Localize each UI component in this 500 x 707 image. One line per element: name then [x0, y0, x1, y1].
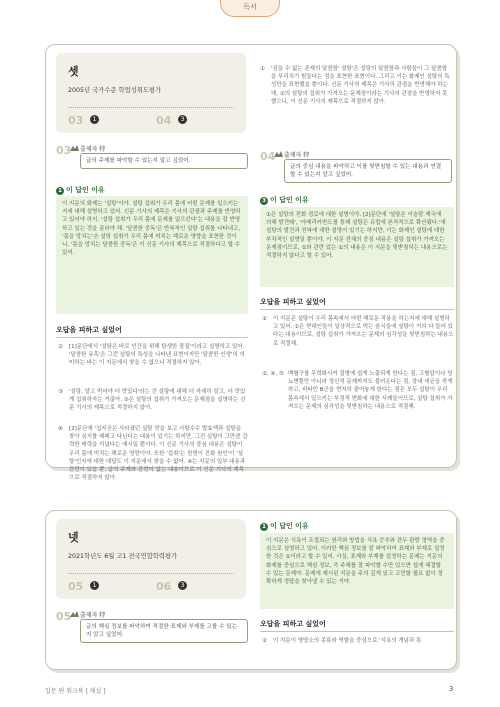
answer-reason-label — [56, 185, 105, 195]
answer-badge: 3 — [178, 581, 187, 590]
item-marker: ②, ④, ⑤ — [262, 371, 284, 377]
mountain-icon — [70, 610, 79, 617]
item-marker: ④ — [58, 426, 63, 432]
card-set-3 — [45, 44, 457, 482]
answer-explanation: ①은 설탕의 전화 경로에 대한 설명이야. [2]문단에 '설탕은 이슬람 제국에 의해 발견돼', '아메리카반도를 통해 설탕은 유럽에 본격적으로 확산됐다.'에 설탕의 발견과 전파에 대한 설명이 있기는 하지만, 이는 화제인 설탕에 대한 부차적인 설명일 뿐이야. 이 지문 전체의 중심 내용은 설탕 섭취가 가져오는 문제점이므로, ①와 관련 있는 ①의 내용은 이 지문을 뒷받침하는 내용으로는 적절하지 않다고 할 수 있어. — [260, 207, 454, 287]
set-source: 2021학년도 6월 고1 전국연합학력평가 — [68, 553, 178, 560]
answer-reason-text: 이 답인 이유 — [270, 522, 309, 530]
card-set-4 — [45, 510, 457, 670]
question-number: 06 — [156, 580, 172, 593]
examiner-intent — [260, 150, 452, 184]
intent-box: 글의 중심 내용을 파악하고 이를 뒷받침할 수 있는 내용과 연결할 수 있는지 알고 싶었어. — [284, 159, 452, 183]
answer-reason-text: 이 답인 이유 — [66, 186, 105, 194]
item-marker: ③ — [58, 389, 63, 395]
mountain-icon — [70, 144, 79, 151]
intent-label: 출제자 特 — [80, 612, 106, 619]
question-number: 03 — [56, 144, 72, 157]
divider — [260, 631, 454, 632]
divider — [260, 309, 454, 310]
question-number: 05 — [68, 580, 84, 593]
item-text: '설탕, 알고 먹어야 더 맛있다'라는 건 설탕에 대해 더 자세히 알고, 더 맛있게 섭취하자는 거잖아. ③은 설탕의 섭취가 가져오는 문제점을 설명하는 신문 기사의 제목으로 적절하지 않아. — [69, 389, 246, 412]
continued-item — [260, 65, 452, 149]
avoid-wrong-heading: 오답을 피하고 싶었어 — [260, 620, 326, 628]
item-text: 이 지문이 영양소의 종류와 역할을 중심으로 '식욕의 개념과 특 — [273, 638, 422, 644]
left-column — [46, 511, 252, 669]
title-box — [56, 519, 246, 599]
intent-box: 글의 주제를 파악할 수 있는지 알고 싶었어. — [80, 153, 248, 169]
wrong-answer-item — [58, 388, 248, 422]
answer-key — [68, 573, 234, 591]
answer-number-badge: 1 — [260, 523, 268, 531]
intent-label: 출제자 特 — [284, 152, 310, 159]
set-source: 2005년 국가수준 학업성취도평가 — [68, 87, 162, 94]
answer-badge: 1 — [90, 115, 99, 124]
set-number: 셋 — [68, 65, 79, 78]
answer-number-badge: 1 — [56, 187, 64, 195]
wrong-answer-item — [58, 343, 248, 385]
wrong-answer-item — [262, 637, 454, 647]
right-column — [252, 45, 458, 467]
item-marker: ① — [260, 66, 265, 72]
avoid-wrong-heading: 오답을 피하고 싶었어 — [56, 326, 122, 334]
mountain-icon — [274, 150, 283, 157]
examiner-intent — [56, 610, 248, 644]
set-number: 넷 — [68, 531, 79, 544]
item-text: [1]문단에서 '설탕은 바로 인간을 위해 탄생한 물질'이라고 설명하고 있어. '달콤한 유혹'은 그런 설탕의 특성을 나타낸 표현이지만 '달콤한 인생'의 의미하는 바는 이 지문에서 찾을 수 없으니 적절하지 않아. — [69, 344, 245, 367]
footer-book-title: 입문 편 워크북 [ 해설 ] — [45, 688, 106, 695]
item-text: 이 지문은 설탕이 우리 몸속에서 어떤 해로운 작용을 하는지에 대해 설명하고 있어. ①은 현대인들이 일상적으로 먹는 음식들에 설탕이 거의 다 들어 있다는 내용이므로, 설탕 섭취가 가져오는 문제의 심각성을 뒷받침하는 내용으로 적절해. — [273, 316, 454, 347]
question-number: 04 — [156, 114, 172, 127]
section-tab: 독서 — [220, 0, 280, 17]
left-column — [46, 45, 252, 482]
answer-explanation: 이 지문은 식욕이 조절되는 원리와 방법을 식욕 증추와 관두 판랑 영역을 중심으로 설명하고 있어. 이러한 핵심 정보를 잘 파악하여 표제와 부제로 설정한 것은 ①이라고 할 수 있어. 사실, 표제와 부제를 설정하는 문제는 지문의 화제를 중심으로 핵심 정보, 즉 주제를 잘 파악할 수만 있으면 쉽게 해결할 수 있는 문제야. 문제에 제시된 지문을 주의 깊게 읽고 고민할 필요 없이 정확하게 정답을 찾아낼 수 있는 거야. — [260, 533, 454, 609]
answer-explanation: 이 지문의 화제는 '설탕'이야. 설탕 섭취가 우리 몸에 어떤 문제를 일으키는지에 대해 설명하고 있어. 신문 기사의 제목은 기사의 관점과 주제를 반영하고 있어야 하지. '설탕 섭취가 우리 몸에 문제를 일으킨다'는 내용을 잘 반영하고 있는 것을 골라야 해. '달콤한 중독'은 반복적인 설탕 섭취를 나타내고, '몸을 망치는'은 설탕 섭취가 우리 몸에 미치는 해로운 영향을 표현한 것이니, '몸을 망치는 달콤한 중독'은 이 신문 기사의 제목으로 적절하다고 할 수 있어. — [56, 196, 248, 314]
title-box — [56, 53, 246, 133]
answer-badge: 3 — [178, 115, 187, 124]
intent-box: 글의 핵심 정보를 파악하여 적절한 표제와 부제를 고를 수 있는지 알고 싶었어. — [80, 619, 248, 643]
answer-number-badge: 3 — [260, 197, 268, 205]
intent-label: 출제자 特 — [80, 146, 106, 153]
answer-key — [68, 107, 234, 125]
item-marker: ② — [262, 638, 267, 644]
question-number: 03 — [68, 114, 84, 127]
item-text: [2]문단에 '섭지공은 사라졌던 설탕 맛을 보고 사탕수수 발효액과 설탕을 찾아 심지를 헤매고 다닌다는 내용이 있기는 하지만, 그건 설탕이 그만큼 강력한 매력을 지녔다는 예시일 뿐이다. 이 신문 기사의 중심 내용은 설탕이 우리 몸에 미치는 해로운 영향이야. 또한 '섭취'는 천명이 진화 원인'이 '설탕'인지에 대한 대답도 이 지문에서 찾을 수 없어. ④는 지문의 일부 내용과 관련이 있을 뿐, 글의 주제와 관련이 없는 내용이므로 이 신문 기사의 제목으로 적절하지 않아. — [69, 426, 248, 482]
question-number: 04 — [260, 150, 276, 163]
divider — [56, 337, 248, 338]
wrong-answer-item — [262, 370, 454, 460]
item-marker: ② — [58, 344, 63, 350]
examiner-intent — [56, 144, 248, 178]
answer-badge: 1 — [90, 581, 99, 590]
page-number: 3 — [449, 685, 454, 693]
question-number: 05 — [56, 610, 72, 623]
answer-reason-label — [260, 521, 309, 531]
item-marker: ① — [262, 316, 267, 322]
answer-reason-label — [260, 195, 309, 205]
wrong-answer-item — [262, 315, 454, 365]
item-text: 백혈구를 무력화시켜 질병에 쉽게 노출되게 한다는 점, 고혈압이나 당뇨병뿐만 아니라 정신적 문제까지도 불러온다는 점, 장내 세균을 죽게 하고, 비타민 B군을 현저히 줄여놓게 한다는 점은 모두 설탕이 우리 몸속에서 일으키는 부정적 변화에 대한 사례들이므로, 설탕 섭취가 가져오는 문제의 심각성을 뒷받침하는 내용으로 적절해. — [288, 371, 453, 410]
item-text: '잠을 수 없는 존재의 달콤함' 설탕'은 설탕의 달콤함과 사람들이 그 달콤함을 부리치기 힘들다는 점을 표현한 표현이다. 그리고 이는 화제인 설탕의 특성만을 표현했을 뿐이다. 신문 기사의 제목은 기사의 관점을 반영해야 하는데, ①의 설탕의 섭취가 가져오는 문제점이라는 기사의 관점을 반영하지 못했으니, 이 신문 기사의 제목으로 적절하지 않아. — [271, 66, 450, 105]
right-column — [252, 511, 458, 669]
avoid-wrong-heading: 오답을 피하고 싶었어 — [260, 298, 326, 306]
wrong-answer-item — [58, 425, 248, 482]
answer-reason-text: 이 답인 이유 — [270, 196, 309, 204]
